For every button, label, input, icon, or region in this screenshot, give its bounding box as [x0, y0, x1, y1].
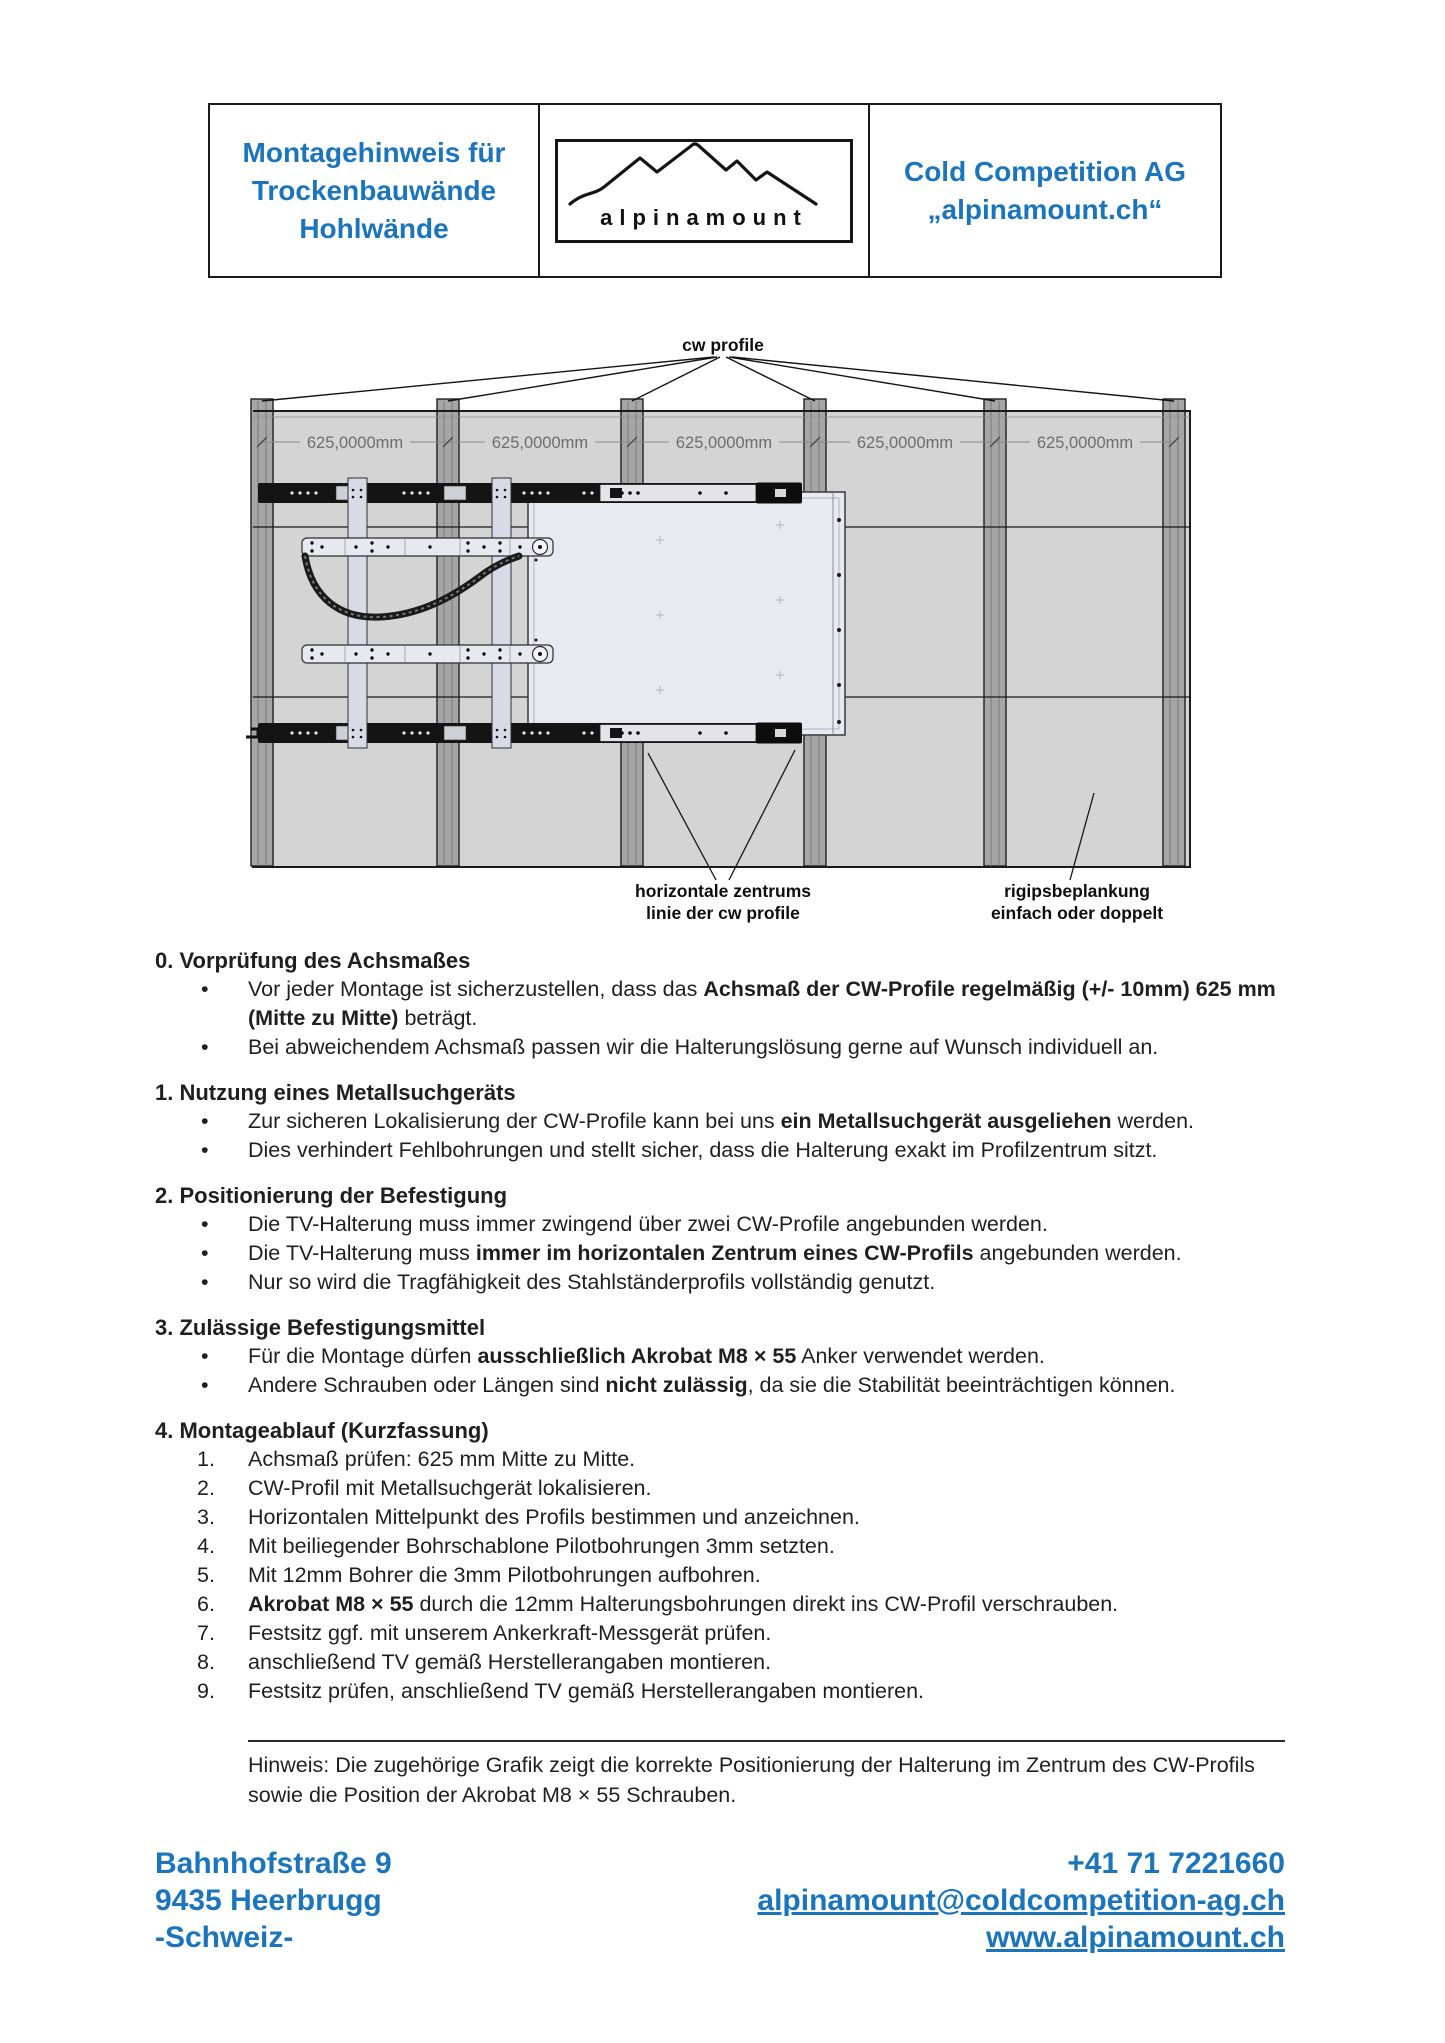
bullet-marker: •: [201, 1109, 209, 1133]
company-logo: [555, 139, 853, 243]
bullet-item: [155, 1107, 1287, 1136]
company-domain: „alpinamount.ch“: [927, 193, 1163, 225]
doc-title-line2: Trockenbauwände: [251, 174, 497, 206]
item-text: anschließend TV gemäß Herstellerangaben montieren.: [248, 1650, 772, 1674]
cw-profile-label: cw profile: [682, 335, 764, 355]
dimension-label: 625,0000mm: [675, 434, 773, 452]
numbered-item: [155, 1503, 1287, 1532]
section-heading: 0. Vorprüfung des Achsmaßes: [155, 948, 471, 973]
cw-profile-leader-lines: [262, 357, 1174, 401]
phone-number: +41 71 7221660: [1067, 1847, 1285, 1880]
email-link[interactable]: alpinamount@coldcompetition-ag.ch: [757, 1884, 1285, 1917]
item-text: Achsmaß prüfen: 625 mm Mitte zu Mitte.: [248, 1447, 636, 1471]
item-text: Akrobat M8 × 55 durch die 12mm Halterungsbohrungen direkt ins CW-Profil verschrauben.: [248, 1592, 1119, 1616]
note-separator: [248, 1740, 1285, 1742]
bullet-item: [155, 1136, 1287, 1165]
bullet-item: [155, 1239, 1287, 1268]
item-text: Andere Schrauben oder Längen sind nicht zulässig, da sie die Stabilität beeinträchtigen können.: [248, 1373, 1176, 1397]
item-text: Mit 12mm Bohrer die 3mm Pilotbohrungen aufbohren.: [248, 1563, 761, 1587]
dimension-label: 625,0000mm: [1036, 434, 1134, 452]
bottom-slide-rail: [258, 723, 802, 744]
bullet-marker: •: [201, 1270, 209, 1294]
bullet-item: [155, 975, 1287, 1033]
dimension-label: 625,0000mm: [491, 434, 589, 452]
numbered-item: [155, 1532, 1287, 1561]
bullet-marker: •: [201, 1035, 209, 1059]
centerline-label-line1: horizontale zentrums: [635, 881, 811, 901]
address-country: -Schweiz-: [155, 1921, 294, 1954]
wall-mount-diagram: [180, 318, 1260, 940]
address-block: [155, 1845, 392, 1956]
bullet-marker: •: [201, 1241, 209, 1265]
numbered-item: [155, 1561, 1287, 1590]
header-company-cell: [870, 105, 1220, 276]
website-link[interactable]: www.alpinamount.ch: [986, 1921, 1285, 1954]
logo-wordmark: alpinamount: [600, 204, 808, 230]
item-number: 4.: [197, 1534, 215, 1558]
section-heading: 4. Montageablauf (Kurzfassung): [155, 1418, 489, 1443]
item-number: 2.: [197, 1476, 215, 1500]
address-street: Bahnhofstraße 9: [155, 1847, 392, 1880]
bullet-item: [155, 1033, 1287, 1062]
item-text: Für die Montage dürfen ausschließlich Akrobat M8 × 55 Anker verwendet werden.: [248, 1344, 1045, 1368]
header-title-cell: [210, 105, 540, 276]
address-city: 9435 Heerbrugg: [155, 1884, 382, 1917]
item-text: Dies verhindert Fehlbohrungen und stellt sicher, dass die Halterung exakt im Profilzentrum sitzt.: [248, 1138, 1158, 1162]
item-text: Festsitz ggf. mit unserem Ankerkraft-Messgerät prüfen.: [248, 1621, 772, 1645]
dimension-label: 625,0000mm: [856, 434, 954, 452]
bullet-item: [155, 1210, 1287, 1239]
company-name: Cold Competition AG: [903, 155, 1187, 187]
plasterboard-label-line2: einfach oder doppelt: [990, 903, 1164, 923]
item-text: Zur sicheren Lokalisierung der CW-Profile kann bei uns ein Metallsuchgerät ausgeliehen werden.: [248, 1109, 1195, 1133]
numbered-item: [155, 1474, 1287, 1503]
bullet-item: [155, 1342, 1287, 1371]
mountain-icon: [558, 142, 844, 206]
item-number: 9.: [197, 1679, 215, 1703]
mount-back-panel: [528, 492, 845, 735]
item-text: Festsitz prüfen, anschließend TV gemäß Herstellerangaben montieren.: [248, 1679, 925, 1703]
numbered-item: [155, 1648, 1287, 1677]
plasterboard-label-line1: rigipsbeplankung: [1004, 881, 1150, 901]
item-number: 8.: [197, 1650, 215, 1674]
top-slide-rail: [258, 483, 802, 504]
note-text: Hinweis: Die zugehörige Grafik zeigt die korrekte Positionierung der Halterung im Zentrum des CW-Profils sowie die Position der Akrobat M8 × 55 Schrauben.: [248, 1753, 1255, 1807]
contact-block: [757, 1845, 1285, 1956]
item-text: Bei abweichendem Achsmaß passen wir die Halterungslösung gerne auf Wunsch individuell an.: [248, 1035, 1159, 1059]
item-text: Die TV-Halterung muss immer zwingend über zwei CW-Profile angebunden werden.: [248, 1212, 1048, 1236]
item-text: CW-Profil mit Metallsuchgerät lokalisieren.: [248, 1476, 652, 1500]
section-heading: 2. Positionierung der Befestigung: [155, 1183, 508, 1208]
numbered-item: [155, 1445, 1287, 1474]
item-number: 1.: [197, 1447, 215, 1471]
bullet-marker: •: [201, 1138, 209, 1162]
bullet-marker: •: [201, 1344, 209, 1368]
dimension-line: [257, 433, 1179, 452]
document-footer: [155, 1845, 1285, 1956]
instruction-sections: [155, 942, 1287, 1810]
bullet-marker: •: [201, 1212, 209, 1236]
bullet-marker: •: [201, 977, 209, 1001]
header-logo-cell: [540, 105, 870, 276]
item-text: Nur so wird die Tragfähigkeit des Stahlständerprofils vollständig genutzt.: [248, 1270, 936, 1294]
item-text: Vor jeder Montage ist sicherzustellen, dass das Achsmaß der CW-Profile regelmäßig (+/- 10mm) 625 mm (Mitte zu Mitte) beträgt.: [248, 977, 1276, 1030]
numbered-item: [155, 1619, 1287, 1648]
item-text: Mit beiliegender Bohrschablone Pilotbohrungen 3mm setzten.: [248, 1534, 835, 1558]
bullet-marker: •: [201, 1373, 209, 1397]
dimension-label: 625,0000mm: [306, 434, 404, 452]
centerline-label-line2: linie der cw profile: [646, 903, 800, 923]
item-number: 6.: [197, 1592, 215, 1616]
item-text: Die TV-Halterung muss immer im horizontalen Zentrum eines CW-Profils angebunden werden.: [248, 1241, 1182, 1265]
numbered-item: [155, 1590, 1287, 1619]
bullet-item: [155, 1371, 1287, 1400]
section-heading: 1. Nutzung eines Metallsuchgeräts: [155, 1080, 516, 1105]
bullet-item: [155, 1268, 1287, 1297]
section-heading: 3. Zulässige Befestigungsmittel: [155, 1315, 486, 1340]
document-header: [208, 103, 1222, 278]
numbered-item: [155, 1677, 1287, 1706]
item-number: 3.: [197, 1505, 215, 1529]
doc-title-line1: Montagehinweis für: [242, 136, 506, 168]
doc-title-line3: Hohlwände: [299, 212, 449, 244]
item-number: 7.: [197, 1621, 215, 1645]
item-text: Horizontalen Mittelpunkt des Profils bestimmen und anzeichnen.: [248, 1505, 860, 1529]
item-number: 5.: [197, 1563, 215, 1587]
